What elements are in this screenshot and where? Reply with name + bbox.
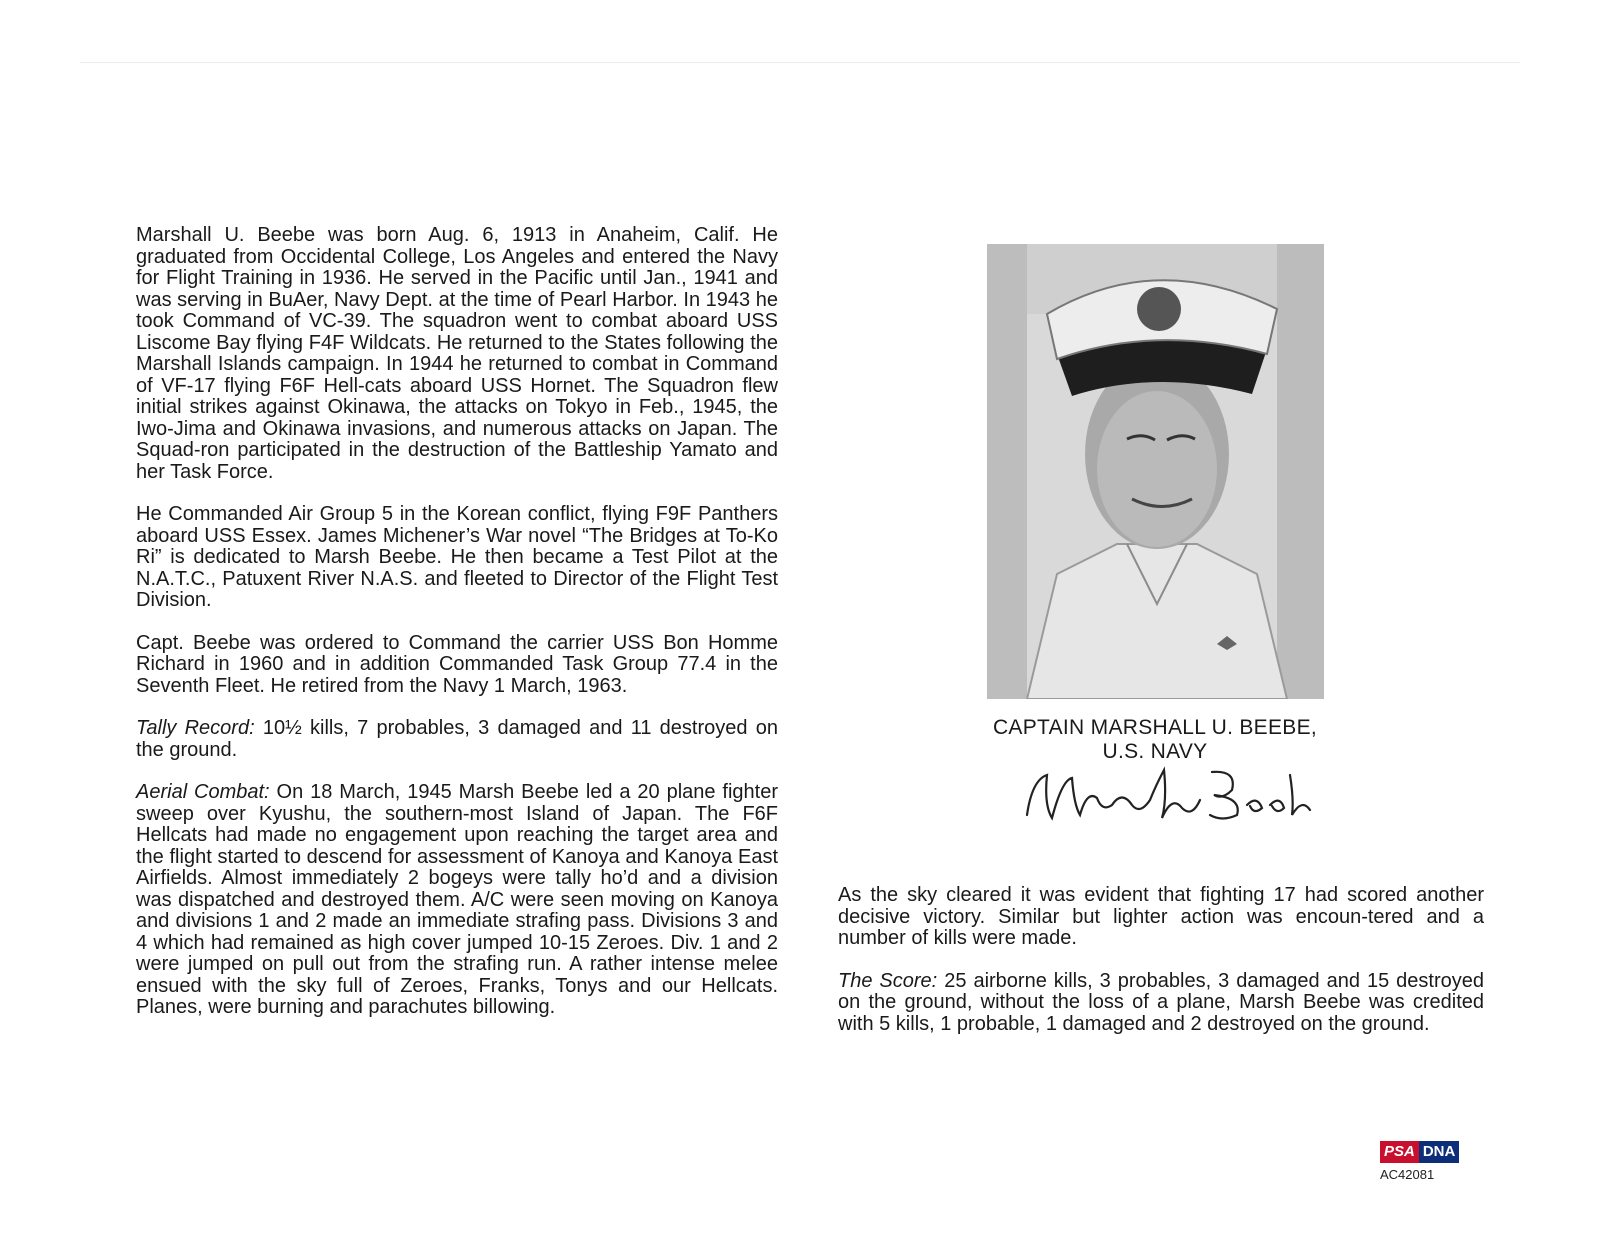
psa-dna-logo <box>1380 1141 1459 1163</box>
bio-paragraph-1: Marshall U. Beebe was born Aug. 6, 1913 in Anaheim, Calif. He graduated from Occidental College, Los Angeles and entered the Navy for Flight Training in 1936. He served in the Pacific until Jan., 1941 and was serving in BuAer, Navy Dept. at the time of Pearl Harbor. In 1943 he took Command of VC-39. The squadron went to combat aboard USS Liscome Bay flying F4F Wildcats. He returned to the States following the Marshall Islands campaign. In 1944 he returned to combat in Command of VF-17 flying F6F Hell-cats aboard USS Hornet. The Squadron flew initial strikes against Okinawa, the attacks on Tokyo in Feb., 1945, the Iwo-Jima and Okinawa invasions, and numerous attacks on Japan. The Squad-ron participated in the destruction of the Battleship Yamato and her Task Force. <box>136 224 778 483</box>
score-label: The Score: <box>838 969 938 992</box>
portrait-photo <box>987 244 1324 699</box>
tally-record-text: 10½ kills, 7 probables, 3 damaged and 11 destroyed on the ground. <box>136 717 778 761</box>
score-text: 25 airborne kills, 3 probables, 3 damaged and 15 destroyed on the ground, without the loss of a plane, Marsh Beebe was credited with 5 kills, 1 probable, 1 damaged and 2 destroyed on the ground. <box>838 969 1484 1035</box>
authentication-badge <box>1380 1141 1459 1182</box>
bio-paragraph-3: Capt. Beebe was ordered to Command the carrier USS Bon Homme Richard in 1960 and in addition Commanded Task Group 77.4 in the Seventh Fleet. He retired from the Navy 1 March, 1963. <box>136 631 778 697</box>
psa-logo-text: PSA <box>1380 1141 1419 1163</box>
portrait-caption <box>960 716 1350 764</box>
score-paragraph <box>838 971 1484 1036</box>
portrait-illustration <box>987 244 1324 699</box>
biography-column <box>136 225 778 1040</box>
caption-name: CAPTAIN MARSHALL U. BEEBE, <box>992 716 1318 739</box>
certificate-number: AC42081 <box>1380 1167 1435 1182</box>
dna-logo-text: DNA <box>1419 1141 1460 1163</box>
combat-summary-column <box>838 885 1484 1056</box>
tally-record-label: Tally Record: <box>136 717 255 739</box>
top-rule <box>80 62 1520 63</box>
caption-rank: U.S. NAVY <box>1102 740 1208 763</box>
aerial-combat-paragraph <box>136 782 778 1019</box>
handwritten-signature <box>1022 760 1322 830</box>
aerial-combat-label: Aerial Combat: <box>136 781 270 803</box>
aerial-combat-text: On 18 March, 1945 Marsh Beebe led a 20 plane fighter sweep over Kyushu, the southern-most Island of Japan. The F6F Hellcats had made no engagement upon reaching the target area and the flight started to descend for assessment of Kanoya and Kanoya East Airfields. Almost immediately 2 bogeys were tally ho’d and a division was dispatched and destroyed them. A/C were seen moving on Kanoya and divisions 1 and 2 made an immediate strafing pass. Divisions 3 and 4 which had remained as high cover jumped 10-15 Zeroes. Div. 1 and 2 were jumped on pull out from the strafing run. A rather intense melee ensued with the sky full of Zeroes, Franks, Tonys and our Hellcats. Planes, were burning and parachutes billowing. <box>136 781 778 1018</box>
sky-cleared-paragraph: As the sky cleared it was evident that fighting 17 had scored another decisive victory. Similar but lighter action was encoun-tered and a number of kills were made. <box>838 884 1484 949</box>
tally-record-paragraph <box>136 718 778 761</box>
bio-paragraph-2: He Commanded Air Group 5 in the Korean conflict, flying F9F Panthers aboard USS Essex. James Michener’s War novel “The Bridges at To-Ko Ri” is dedicated to Marsh Beebe. He then became a Test Pilot at the N.A.T.C., Patuxent River N.A.S. and fleeted to Director of the Flight Test Division. <box>136 503 778 611</box>
